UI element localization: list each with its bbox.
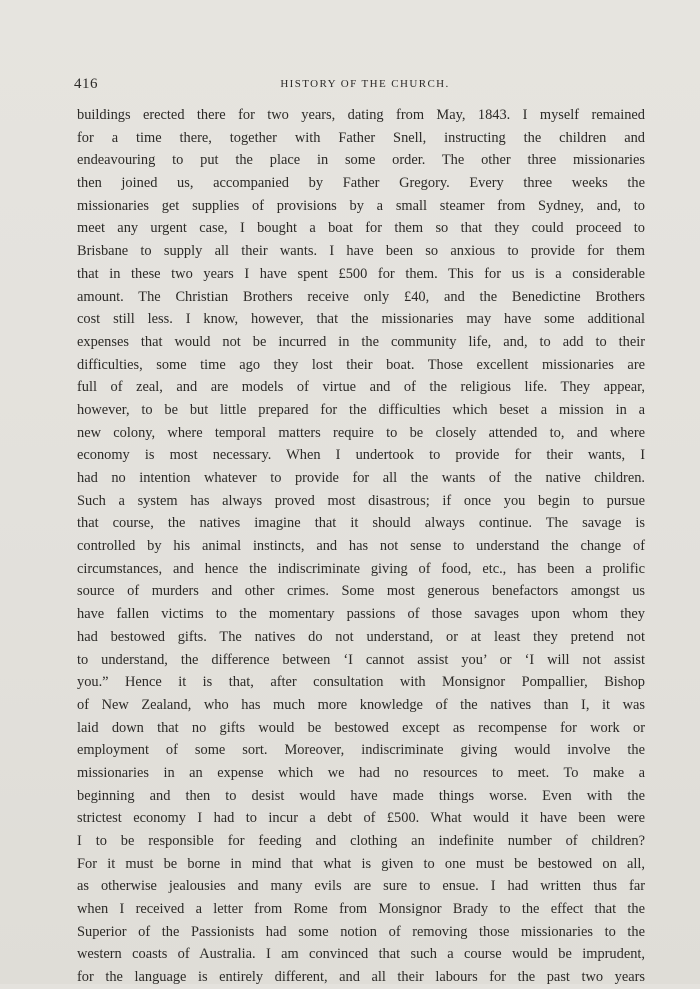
running-title: HISTORY OF THE CHURCH. bbox=[280, 78, 450, 90]
text-line: of New Zealand, who has much more knowledge of the natives than I, it was bbox=[77, 696, 645, 713]
text-line: Such a system has always proved most disastrous; if once you begin to pursue bbox=[77, 492, 645, 509]
body-text bbox=[77, 104, 645, 989]
page-header bbox=[74, 76, 656, 96]
text-line: missionaries get supplies of provisions by a small steamer from Sydney, and, to bbox=[77, 197, 645, 214]
text-line: Brisbane to supply all their wants. I have been so anxious to provide for them bbox=[77, 243, 645, 260]
text-line: economy is most necessary. When I undertook to provide for their wants, I bbox=[77, 447, 645, 464]
text-line: to understand, the difference between ‘I cannot assist you’ or ‘I will not assist bbox=[77, 651, 645, 668]
text-line: source of murders and other crimes. Some most generous benefactors amongst us bbox=[77, 583, 645, 600]
text-line: as otherwise jealousies and many evils are sure to ensue. I had written thus far bbox=[77, 878, 645, 895]
page-number: 416 bbox=[74, 76, 98, 92]
text-line: beginning and then to desist would have made things worse. Even with the bbox=[77, 787, 645, 804]
text-line: had bestowed gifts. The natives do not understand, or at least they pretend not bbox=[77, 628, 645, 645]
text-line: meet any urgent case, I bought a boat for them so that they could proceed to bbox=[77, 220, 645, 237]
text-line: cost still less. I know, however, that the missionaries may have some additional bbox=[77, 311, 645, 328]
text-line: strictest economy I had to incur a debt of £500. What would it have been were bbox=[77, 810, 645, 827]
text-line: circumstances, and hence the indiscriminate giving of food, etc., has been a prolific bbox=[77, 560, 645, 577]
text-line: For it must be borne in mind that what is given to one must be bestowed on all, bbox=[77, 855, 645, 872]
text-line: controlled by his animal instincts, and has not sense to understand the change of bbox=[77, 538, 645, 555]
text-line: have fallen victims to the momentary passions of those savages upon whom they bbox=[77, 606, 645, 623]
text-line: amount. The Christian Brothers receive only £40, and the Benedictine Brothers bbox=[77, 288, 645, 305]
text-line: laid down that no gifts would be bestowed except as recompense for work or bbox=[77, 719, 645, 736]
text-line: missionaries in an expense which we had no resources to meet. To make a bbox=[77, 764, 645, 781]
text-line: full of zeal, and are models of virtue and of the religious life. They appear, bbox=[77, 379, 645, 396]
text-line: that course, the natives imagine that it should always continue. The savage is bbox=[77, 515, 645, 532]
text-line: had no intention whatever to provide for all the wants of the native children. bbox=[77, 470, 645, 486]
text-line: employment of some sort. Moreover, indiscriminate giving would involve the bbox=[77, 742, 645, 759]
text-line: however, to be but little prepared for the difficulties which beset a mission in a bbox=[77, 401, 645, 418]
text-line: I to be responsible for feeding and clothing an indefinite number of children? bbox=[77, 833, 645, 849]
text-line: then joined us, accompanied by Father Gregory. Every three weeks the bbox=[77, 175, 645, 192]
text-line: for the language is entirely different, and all their labours for the past two years bbox=[77, 969, 645, 986]
text-line: when I received a letter from Rome from Monsignor Brady to the effect that the bbox=[77, 901, 645, 918]
text-line: difficulties, some time ago they lost their boat. Those excellent missionaries are bbox=[77, 356, 645, 373]
text-line: that in these two years I have spent £500 for them. This for us is a considerable bbox=[77, 265, 645, 282]
text-line: Superior of the Passionists had some notion of removing those missionaries to the bbox=[77, 923, 645, 940]
text-line: endeavouring to put the place in some order. The other three missionaries bbox=[77, 152, 645, 169]
text-line: western coasts of Australia. I am convinced that such a course would be imprudent, bbox=[77, 946, 645, 963]
text-line: for a time there, together with Father Snell, instructing the children and bbox=[77, 129, 645, 146]
text-line: you.” Hence it is that, after consultation with Monsignor Pompallier, Bishop bbox=[77, 674, 645, 691]
text-line: expenses that would not be incurred in the community life, and, to add to their bbox=[77, 333, 645, 350]
text-line: new colony, where temporal matters require to be closely attended to, and where bbox=[77, 424, 645, 441]
text-line: buildings erected there for two years, dating from May, 1843. I myself remained bbox=[77, 107, 645, 123]
